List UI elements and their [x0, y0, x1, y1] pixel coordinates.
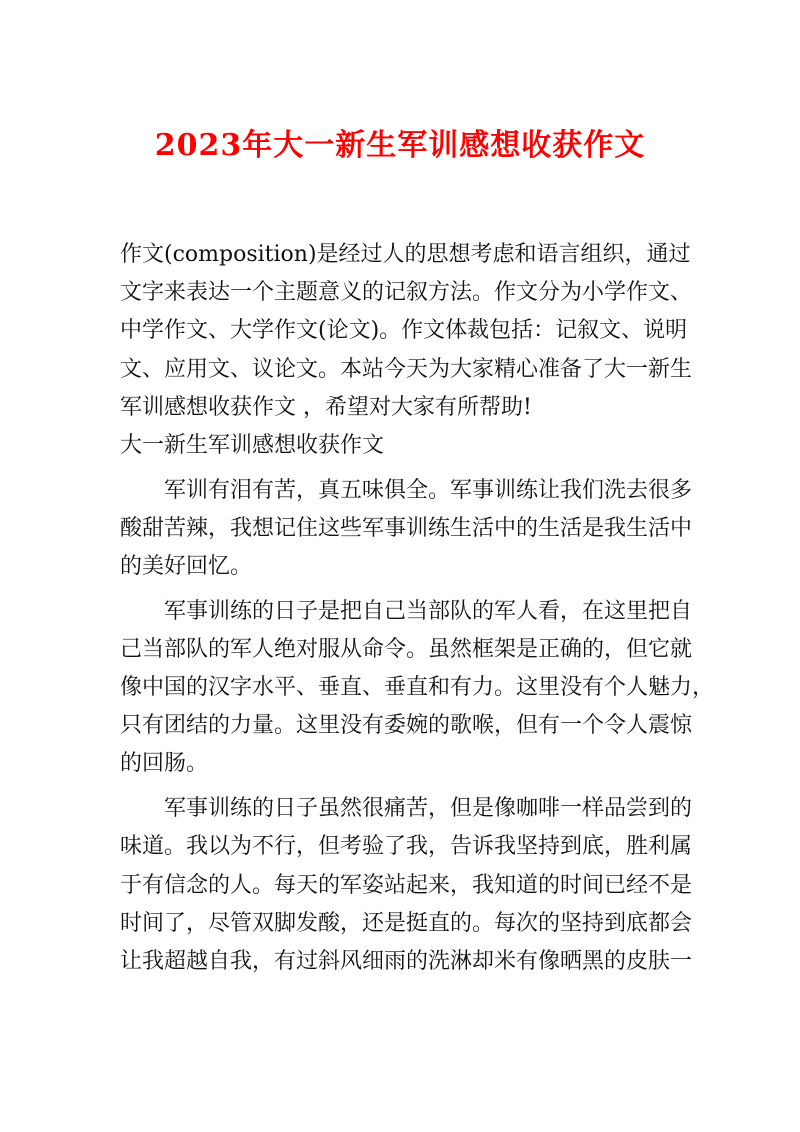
intro-line: 文字来表达一个主题意义的记叙方法。作文分为小学作文、: [120, 280, 693, 306]
document-body: [120, 236, 715, 981]
paragraph-line: 的回肠。: [120, 751, 209, 777]
document-title: 2023年大一新生军训感想收获作文: [154, 128, 646, 163]
paragraph-line: 军训有泪有苦，真五味俱全。军事训练让我们洗去很多: [164, 477, 693, 503]
intro-line: 文、应用文、议论文。本站今天为大家精心准备了大一新生: [120, 356, 693, 382]
intro-paragraph: [120, 236, 693, 427]
section-subheading: 大一新生军训感想收获作文: [120, 432, 385, 458]
paragraph-line: 让我超越自我，有过斜风细雨的洗淋却米有像晒黑的皮肤一: [120, 948, 693, 974]
paragraph-line: 时间了，尽管双脚发酸，还是挺直的。每次的坚持到底都会: [120, 910, 693, 936]
paragraph-line: 的美好回忆。: [120, 554, 253, 579]
paragraph-line: 像中国的汉字水平、垂直、垂直和有力。这里没有个人魅力，: [120, 675, 715, 701]
body-paragraph-2: [120, 593, 715, 784]
intro-line: 作文(composition)是经过人的思想考虑和语言组织，通过: [120, 242, 691, 267]
paragraph-line: 己当部队的军人绝对服从命令。虽然框架是正确的，但它就: [120, 636, 693, 662]
paragraph-line: 军事训练的日子是把自己当部队的军人看，在这里把自: [164, 598, 693, 624]
body-paragraph-3: [120, 790, 693, 981]
intro-line: 中学作文、大学作文(论文)。作文体裁包括：记叙文、说明: [120, 318, 688, 344]
paragraph-line: 于有信念的人。每天的军姿站起来，我知道的时间已经不是: [120, 872, 693, 898]
paragraph-line: 酸甜苦辣，我想记住这些军事训练生活中的生活是我生活中: [120, 515, 693, 541]
paragraph-line: 只有团结的力量。这里没有委婉的歌喉，但有一个令人震惊: [120, 713, 693, 739]
body-paragraph-1: [120, 472, 693, 587]
paragraph-line: 军事训练的日子虽然很痛苦，但是像咖啡一样品尝到的: [164, 796, 693, 822]
intro-line: 军训感想收获作文 ，希望对大家有所帮助!: [120, 394, 532, 420]
paragraph-line: 味道。我以为不行，但考验了我，告诉我坚持到底，胜利属: [120, 834, 693, 860]
